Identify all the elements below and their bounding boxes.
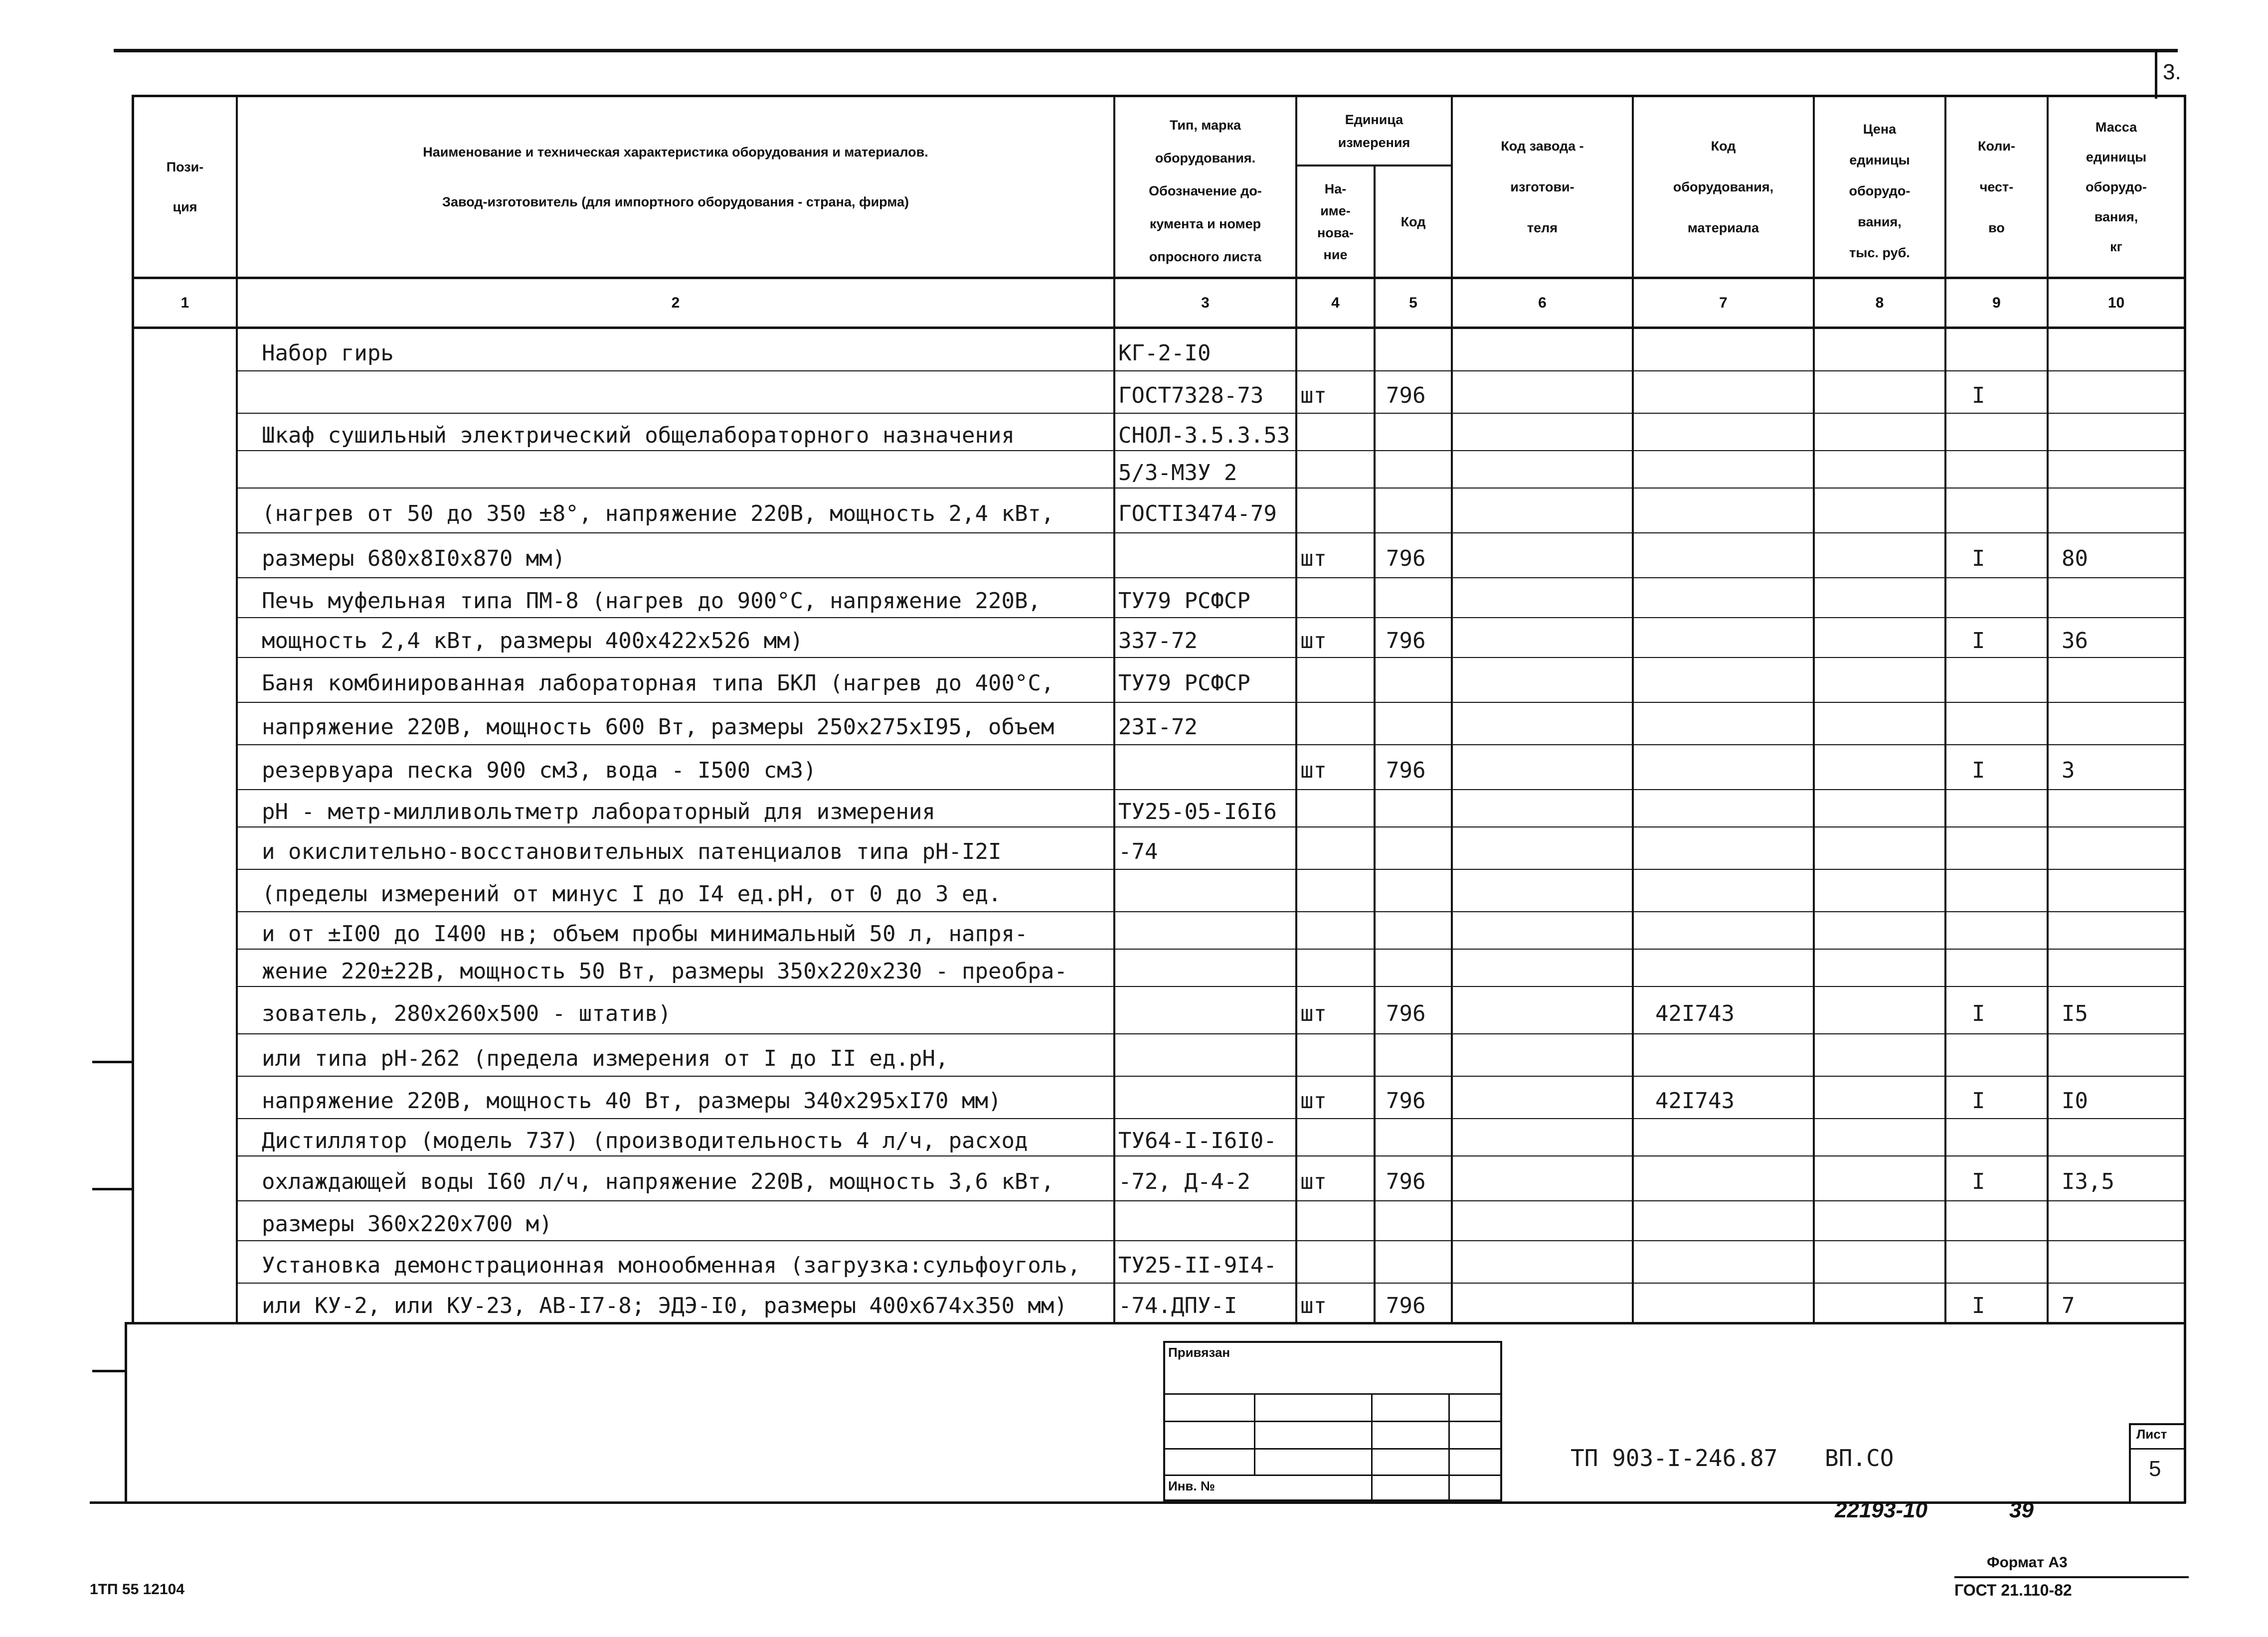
row-type: 23I-72 xyxy=(1118,714,1198,740)
row-mass: 36 xyxy=(2062,628,2088,654)
row-equip-code: 42I743 xyxy=(1655,1000,1735,1026)
row-qty: I xyxy=(1972,382,1985,408)
row-mass: I5 xyxy=(2062,1000,2088,1026)
row-name: Шкаф сушильный электрический общелабораторного назначения xyxy=(262,422,1015,448)
row-divider xyxy=(238,1283,2185,1284)
header-equipment-code: Код оборудования, материала xyxy=(1673,139,1774,235)
header-unit-name: На- име- нова- ние xyxy=(1317,181,1354,262)
row-type: -74.ДПУ-I xyxy=(1118,1293,1237,1318)
row-type: -74 xyxy=(1118,838,1158,864)
row-unit: шт xyxy=(1300,1293,1327,1318)
row-mass: I0 xyxy=(2062,1088,2088,1114)
row-type: ТУ79 РСФСР xyxy=(1118,588,1250,614)
row-type: ГОСТ7328-73 xyxy=(1118,382,1264,408)
row-name: и от ±I00 до I400 нв; объем пробы минимальный 50 л, напря- xyxy=(262,921,1028,947)
row-type: ГОСТI3474-79 xyxy=(1118,501,1277,526)
row-name: Баня комбинированная лабораторная типа БКЛ (нагрев до 400°С, xyxy=(262,670,1054,696)
row-name: или КУ-2, или КУ-23, АВ-I7-8; ЭДЭ-I0, размеры 400х674х350 мм) xyxy=(262,1293,1067,1318)
row-qty: I xyxy=(1972,1000,1985,1026)
stamp-line-2 xyxy=(1163,1421,1502,1422)
frame-left-border xyxy=(125,1322,127,1502)
col-number-5: 5 xyxy=(1409,294,1417,311)
row-divider xyxy=(238,450,2185,451)
row-name: жение 220±22В, мощность 50 Вт, размеры 350х220х230 - преобра- xyxy=(262,958,1067,984)
sheet-label: Лист xyxy=(2136,1427,2167,1442)
row-name: размеры 360х220х700 м) xyxy=(262,1211,552,1237)
sheet-number: 5 xyxy=(2149,1457,2161,1481)
row-divider xyxy=(238,488,2185,489)
row-divider xyxy=(238,744,2185,745)
row-qty: I xyxy=(1972,628,1985,654)
row-mass: 3 xyxy=(2062,758,2075,783)
row-divider xyxy=(238,617,2185,618)
header-unit-price: Цена единицы оборудо- вания, тыс. руб. xyxy=(1849,121,1911,260)
footer-standard: ГОСТ 21.110-82 xyxy=(1954,1581,2072,1599)
row-code: 796 xyxy=(1386,1169,1426,1194)
row-divider xyxy=(238,869,2185,870)
row-unit: шт xyxy=(1300,758,1327,783)
row-code: 796 xyxy=(1386,382,1426,408)
row-mass: 80 xyxy=(2062,546,2088,571)
row-type: ТУ25-05-I6I6 xyxy=(1118,799,1277,824)
header-type: Тип, марка оборудования. Обозначение до- кумента и номер опросного листа xyxy=(1149,117,1262,264)
stamp-col-1 xyxy=(1254,1393,1255,1475)
document-section: ВП.СО xyxy=(1825,1445,1894,1472)
row-name: зователь, 280х260х500 - штатив) xyxy=(262,1000,672,1026)
row-unit: шт xyxy=(1300,1169,1327,1194)
stamp-col-3 xyxy=(1448,1393,1450,1501)
row-qty: I xyxy=(1972,1293,1985,1318)
row-divider xyxy=(238,702,2185,703)
row-type: ТУ79 РСФСР xyxy=(1118,670,1250,696)
row-divider xyxy=(238,1240,2185,1241)
bound-label: Привязан xyxy=(1168,1345,1230,1360)
document-code: ТП 903-I-246.87 xyxy=(1570,1445,1778,1472)
row-name: Печь муфельная типа ПМ-8 (нагрев до 900°С, напряжение 220В, xyxy=(262,588,1041,614)
page-number: 3. xyxy=(2163,60,2181,84)
row-divider xyxy=(238,1200,2185,1201)
row-type: ТУ64-I-I6I0- xyxy=(1118,1128,1277,1153)
header-position: Пози- ция xyxy=(166,160,204,214)
row-unit: шт xyxy=(1300,382,1327,408)
row-code: 796 xyxy=(1386,1293,1426,1318)
col-number-8: 8 xyxy=(1875,294,1884,311)
stamp-col-2 xyxy=(1371,1393,1373,1501)
row-equip-code: 42I743 xyxy=(1655,1088,1735,1114)
top-rule xyxy=(114,49,2178,52)
binding-mark-3 xyxy=(92,1370,126,1372)
row-unit: шт xyxy=(1300,1088,1327,1114)
col-number-10: 10 xyxy=(2107,294,2125,311)
number-row-bottom-border xyxy=(132,327,2186,329)
row-mass: I3,5 xyxy=(2062,1169,2114,1194)
footer-rule xyxy=(1954,1576,2189,1578)
col-number-2: 2 xyxy=(671,294,680,311)
row-divider xyxy=(238,1155,2185,1156)
footer-format: Формат А3 xyxy=(1987,1554,2068,1571)
row-unit: шт xyxy=(1300,628,1327,654)
row-divider xyxy=(238,986,2185,987)
row-divider xyxy=(238,657,2185,658)
stamp-line-3 xyxy=(1163,1448,1502,1450)
row-code: 796 xyxy=(1386,1000,1426,1026)
row-code: 796 xyxy=(1386,758,1426,783)
row-divider xyxy=(238,1118,2185,1119)
header-factory-code: Код завода - изготови- теля xyxy=(1501,139,1584,235)
inventory-number-label: Инв. № xyxy=(1168,1478,1215,1493)
row-code: 796 xyxy=(1386,1088,1426,1114)
binding-mark-1 xyxy=(92,1061,132,1063)
row-code: 796 xyxy=(1386,628,1426,654)
row-type: 337-72 xyxy=(1118,628,1198,654)
row-type: КГ-2-I0 xyxy=(1118,340,1211,366)
col-number-1: 1 xyxy=(180,294,189,311)
row-type: СНОЛ-3.5.3.53 xyxy=(1118,422,1290,448)
row-divider xyxy=(238,370,2185,371)
row-name: Набор гирь xyxy=(262,340,394,366)
row-name: Установка демонстрационная монообменная (загрузка:сульфоуголь, xyxy=(262,1252,1081,1278)
row-qty: I xyxy=(1972,1169,1985,1194)
col-number-3: 3 xyxy=(1201,294,1210,311)
row-name: напряжение 220В, мощность 40 Вт, размеры 340х295хI70 мм) xyxy=(262,1088,1002,1114)
header-unit-mass: Масса единицы оборудо- вания, кг xyxy=(2086,120,2147,254)
handwritten-archive-number: 22193-10 xyxy=(1835,1498,1927,1522)
row-name: мощность 2,4 кВт, размеры 400х422х526 мм) xyxy=(262,628,804,654)
row-mass: 7 xyxy=(2062,1293,2075,1318)
row-name: (пределы измерений от минус I до I4 ед.рН, от 0 до 3 ед. xyxy=(262,881,1002,907)
row-divider xyxy=(238,577,2185,578)
body-bottom-border xyxy=(125,1322,2186,1324)
row-code: 796 xyxy=(1386,546,1426,571)
row-qty: I xyxy=(1972,546,1985,571)
row-divider xyxy=(238,911,2185,912)
row-name: напряжение 220В, мощность 600 Вт, размеры 250х275хI95, объем xyxy=(262,714,1054,740)
row-type: 5/3-МЗУ 2 xyxy=(1118,460,1237,486)
row-divider xyxy=(238,532,2185,533)
row-divider xyxy=(238,1076,2185,1077)
row-divider xyxy=(238,789,2185,790)
row-qty: I xyxy=(1972,758,1985,783)
row-name: и окислительно-восстановительных патенциалов типа рН-I2I xyxy=(262,838,1002,864)
row-name: охлаждающей воды I60 л/ч, напряжение 220В, мощность 3,6 кВт, xyxy=(262,1169,1054,1194)
col-number-9: 9 xyxy=(1992,294,2001,311)
stamp-line-1 xyxy=(1163,1393,1502,1395)
table-right-border xyxy=(2184,95,2186,1503)
col-number-7: 7 xyxy=(1719,294,1728,311)
row-name: (нагрев от 50 до 350 ±8°, напряжение 220В, мощность 2,4 кВт, xyxy=(262,501,1054,526)
header-unit-code: Код xyxy=(1400,214,1426,229)
top-right-tick xyxy=(2155,49,2157,99)
binding-mark-2 xyxy=(92,1188,132,1190)
row-divider xyxy=(238,413,2185,414)
row-type: ТУ25-II-9I4- xyxy=(1118,1252,1277,1278)
header-quantity: Коли- чест- во xyxy=(1977,139,2016,235)
row-name: или типа рН-262 (предела измерения от I до II ед.рН, xyxy=(262,1045,949,1071)
row-name: pH - метр-милливольтметр лабораторный для измерения xyxy=(262,799,936,824)
stamp-line-4 xyxy=(1163,1474,1502,1476)
row-unit: шт xyxy=(1300,546,1327,571)
row-qty: I xyxy=(1972,1088,1985,1114)
col-number-6: 6 xyxy=(1538,294,1547,311)
header-unit-group: Единица измерения xyxy=(1338,112,1410,150)
row-divider xyxy=(238,826,2185,827)
row-divider xyxy=(238,1033,2185,1034)
row-name: размеры 680х8I0х870 мм) xyxy=(262,546,566,571)
handwritten-archive-number-2: 39 xyxy=(2009,1498,2034,1522)
row-name: Дистиллятор (модель 737) (производительность 4 л/ч, расход xyxy=(262,1128,1028,1153)
col-number-4: 4 xyxy=(1331,294,1340,311)
row-divider xyxy=(238,949,2185,950)
row-name: резервуара песка 900 см3, вода - I500 см3) xyxy=(262,758,817,783)
sheet-box-divider xyxy=(2129,1448,2186,1450)
header-name: Наименование и техническая характеристика оборудования и материалов. Завод-изготовитель (для импортного оборудования - страна, фирма) xyxy=(423,145,928,209)
footer-left-code: 1ТП 55 12104 xyxy=(90,1581,185,1598)
row-type: -72, Д-4-2 xyxy=(1118,1169,1250,1194)
row-unit: шт xyxy=(1300,1000,1327,1026)
